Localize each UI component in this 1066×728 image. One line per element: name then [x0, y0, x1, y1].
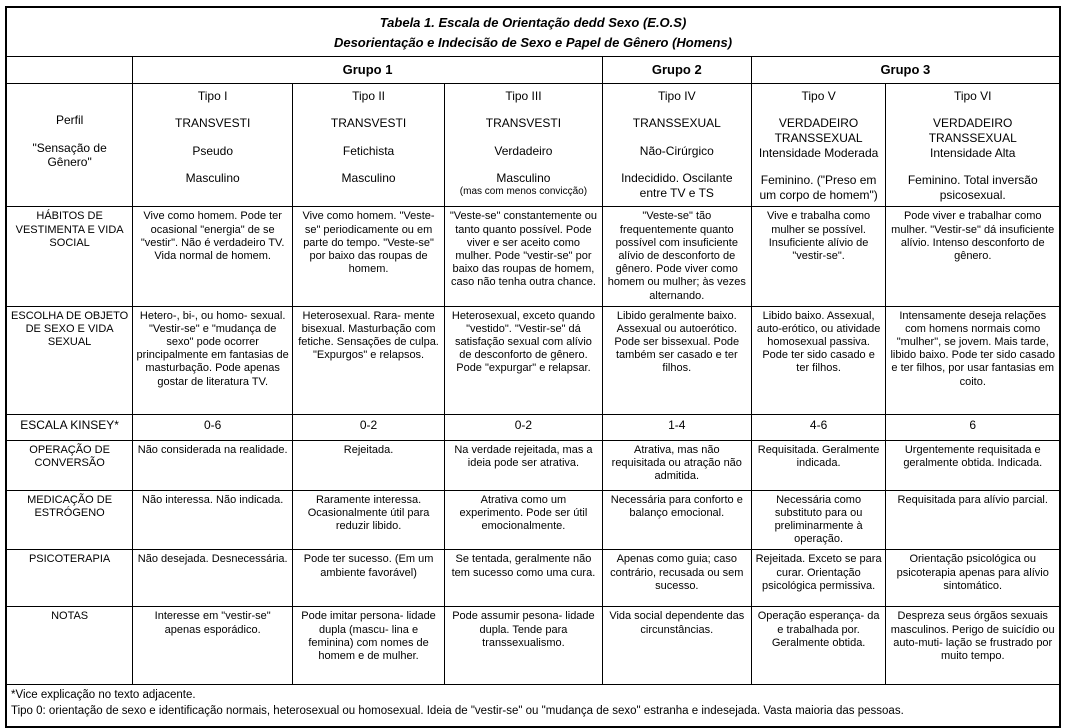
- table-cell: Libido geralmente baixo. Assexual ou autoerótico. Pode ser bissexual. Pode também ser casado e ter filhos.: [602, 306, 751, 414]
- profile-subtype: Intensidade Moderada: [758, 145, 879, 160]
- profile-subtype: Intensidade Alta: [930, 145, 1016, 160]
- profile-cell-tipo-1: [133, 83, 293, 207]
- group-header-2: Grupo 2: [602, 57, 751, 84]
- row-label: ESCOLHA DE OBJETO DE SEXO E VIDA SEXUAL: [6, 306, 133, 414]
- tipo-label: Tipo V: [801, 88, 836, 103]
- profile-name: TRANSSEXUAL: [632, 115, 721, 130]
- table-cell: Pode ter sucesso. (Em um ambiente favorável): [293, 550, 445, 607]
- profile-name: TRANSVESTI: [485, 115, 562, 130]
- profile-gender: Masculino: [185, 171, 240, 186]
- eos-scale-table: [5, 6, 1061, 728]
- row-psicoterapia: [6, 550, 1060, 607]
- table-title: Tabela 1. Escala de Orientação dedd Sexo (E.O.S): [379, 15, 687, 30]
- profile-gender: Masculino: [496, 171, 551, 186]
- table-cell: Libido baixo. Assexual, auto-erótico, ou atividade homosexual passiva. Pode ter sido casado e ter filhos.: [751, 306, 886, 414]
- table-cell: Rejeitada. Exceto se para curar. Orientação psicológica permissiva.: [751, 550, 886, 607]
- table-cell: Necessária para conforto e balanço emocional.: [602, 490, 751, 550]
- profile-name: VERDADEIRO TRANSSEXUAL: [928, 115, 1017, 145]
- table-subtitle: Desorientação e Indecisão de Sexo e Papel de Gênero (Homens): [333, 34, 733, 50]
- table-cell: 4-6: [751, 414, 886, 440]
- table-cell: 0-2: [444, 414, 602, 440]
- footnote-cell: [6, 685, 1060, 727]
- table-cell: 0-6: [133, 414, 293, 440]
- table-cell: Se tentada, geralmente não tem sucesso como uma cura.: [444, 550, 602, 607]
- table-cell: Orientação psicológica ou psicoterapia apenas para alívio sintomático.: [886, 550, 1060, 607]
- row-kinsey: [6, 414, 1060, 440]
- footnote-2: Tipo 0: orientação de sexo e identificação normais, heterosexual ou homosexual. Ideia de "vestir-se" ou "mudança de sexo" estranha e indesejada. Vasta maioria das pessoas.: [11, 704, 904, 717]
- row-label: ESCALA KINSEY*: [6, 414, 133, 440]
- table-cell: Atrativa, mas não requisitada ou atração não admitida.: [602, 440, 751, 490]
- tipo-label: Tipo III: [505, 88, 542, 103]
- profile-gender: Feminino. Total inversão psicosexual.: [907, 173, 1038, 203]
- row-habitos: [6, 207, 1060, 306]
- profile-gender: Indecidido. Oscilante entre TV e TS: [621, 171, 733, 201]
- profile-subtype: Verdadeiro: [494, 143, 553, 158]
- row-label: PSICOTERAPIA: [6, 550, 133, 607]
- tipo-label: Tipo I: [197, 88, 228, 103]
- table-cell: Operação esperança- da e trabalhada por. Geralmente obtida.: [751, 607, 886, 685]
- profile-cell-tipo-6: [886, 83, 1060, 207]
- table-cell: Intensamente deseja relações com homens normais como "mulher", se jovem. Mais tarde, libido baixo. Pode ter sido casado e ter filhos, por usar fantasias em coito.: [886, 306, 1060, 414]
- row-label: OPERAÇÃO DE CONVERSÃO: [6, 440, 133, 490]
- row-notas: [6, 607, 1060, 685]
- table-cell: 1-4: [602, 414, 751, 440]
- table-cell: Não desejada. Desnecessária.: [133, 550, 293, 607]
- profile-subtype: Não-Cirúrgico: [639, 143, 714, 158]
- table-cell: Despreza seus órgãos sexuais masculinos. Perigo de suicídio ou auto-muti- lação se frustrado por muito tempo.: [886, 607, 1060, 685]
- profile-name: TRANSVESTI: [330, 115, 407, 130]
- title-row: [6, 7, 1060, 57]
- profile-cell-tipo-2: [293, 83, 445, 207]
- profile-subtype: Fetichista: [342, 143, 395, 158]
- profile-row: [6, 83, 1060, 207]
- table-cell: Não interessa. Não indicada.: [133, 490, 293, 550]
- table-cell: Pode assumir pesona- lidade dupla. Tende para transsexualismo.: [444, 607, 602, 685]
- tipo-label: Tipo VI: [953, 88, 992, 103]
- footnote-1: *Vice explicação no texto adjacente.: [11, 689, 196, 702]
- corner-cell: [6, 57, 133, 84]
- profile-name: TRANSVESTI: [174, 115, 251, 130]
- title-cell: [6, 7, 1060, 57]
- table-cell: Heterosexual, exceto quando "vestido". "Vestir-se" dá satisfação sexual com alívio de desconforto de gênero. Pode "expurgar" e relapsar.: [444, 306, 602, 414]
- table-cell: Não considerada na realidade.: [133, 440, 293, 490]
- row-escolha: [6, 306, 1060, 414]
- profile-row-label: [6, 83, 133, 207]
- table-cell: 6: [886, 414, 1060, 440]
- table-cell: 0-2: [293, 414, 445, 440]
- profile-cell-tipo-3: [444, 83, 602, 207]
- profile-note: (mas com menos convicção): [459, 186, 588, 198]
- table-cell: Hetero-, bi-, ou homo- sexual. "Vestir-se" e "mudança de sexo" pode ocorrer principalmente em fantasias de masturbação. Pode apenas gostar de literatura TV.: [133, 306, 293, 414]
- table-cell: Rejeitada.: [293, 440, 445, 490]
- table-cell: Heterosexual. Rara- mente bisexual. Masturbação com fetiche. Sensações de culpa. "Expurgos" e relapsos.: [293, 306, 445, 414]
- group-header-row: [6, 57, 1060, 84]
- row-label: NOTAS: [6, 607, 133, 685]
- tipo-label: Tipo II: [352, 88, 385, 103]
- group-header-1: Grupo 1: [133, 57, 603, 84]
- table-cell: Vive e trabalha como mulher se possível. Insuficiente alívio de "vestir-se".: [751, 207, 886, 306]
- table-cell: Urgentemente requisitada e geralmente obtida. Indicada.: [886, 440, 1060, 490]
- profile-cell-tipo-5: [751, 83, 886, 207]
- profile-label: Perfil: [55, 112, 84, 127]
- table-cell: Necessária como substituto para ou preliminarmente à operação.: [751, 490, 886, 550]
- tipo-label: Tipo IV: [658, 88, 696, 103]
- row-medicacao: [6, 490, 1060, 550]
- profile-gender: Feminino. ("Preso em um corpo de homem"): [759, 173, 878, 203]
- table-cell: Interesse em "vestir-se" apenas esporádico.: [133, 607, 293, 685]
- table-cell: Requisitada para alívio parcial.: [886, 490, 1060, 550]
- table-cell: Pode imitar persona- lidade dupla (mascu- lina e feminina) com nomes de homem e de mulher.: [293, 607, 445, 685]
- table-cell: Requisitada. Geralmente indicada.: [751, 440, 886, 490]
- row-label: HÁBITOS DE VESTIMENTA E VIDA SOCIAL: [6, 207, 133, 306]
- profile-sublabel: "Sensação de Gênero": [32, 140, 107, 170]
- profile-cell-tipo-4: [602, 83, 751, 207]
- row-operacao: [6, 440, 1060, 490]
- table-cell: Vida social dependente das circunstâncias.: [602, 607, 751, 685]
- profile-name: VERDADEIRO TRANSSEXUAL: [774, 115, 863, 145]
- footnote-row: [6, 685, 1060, 727]
- table-cell: Apenas como guia; caso contrário, recusada ou sem sucesso.: [602, 550, 751, 607]
- table-cell: Raramente interessa. Ocasionalmente útil para reduzir libido.: [293, 490, 445, 550]
- profile-gender: Masculino: [341, 171, 396, 186]
- table-cell: Atrativa como um experimento. Pode ser útil emocionalmente.: [444, 490, 602, 550]
- profile-subtype: Pseudo: [192, 143, 234, 158]
- table-cell: Na verdade rejeitada, mas a ideia pode ser atrativa.: [444, 440, 602, 490]
- row-label: MEDICAÇÃO DE ESTRÓGENO: [6, 490, 133, 550]
- table-cell: "Veste-se" constantemente ou tanto quanto possível. Pode viver e ser aceito como mulher. Pode "vestir-se" por baixo das roupas de homem, caso não tenha outra chance.: [444, 207, 602, 306]
- table-cell: Vive como homem. Pode ter ocasional "energia" de se "vestir". Não é verdadeiro TV. Vida normal de homem.: [133, 207, 293, 306]
- group-header-3: Grupo 3: [751, 57, 1060, 84]
- table-cell: Vive como homem. "Veste-se" periodicamente ou em parte do tempo. "Veste-se" por baixo das roupas de homem.: [293, 207, 445, 306]
- table-cell: "Veste-se" tão frequentemente quanto possível com insuficiente alívio de desconforto de gênero. Pode viver como homem ou mulher; às vezes alternando.: [602, 207, 751, 306]
- table-cell: Pode viver e trabalhar como mulher. "Vestir-se" dá insuficiente alívio. Intenso desconforto de gênero.: [886, 207, 1060, 306]
